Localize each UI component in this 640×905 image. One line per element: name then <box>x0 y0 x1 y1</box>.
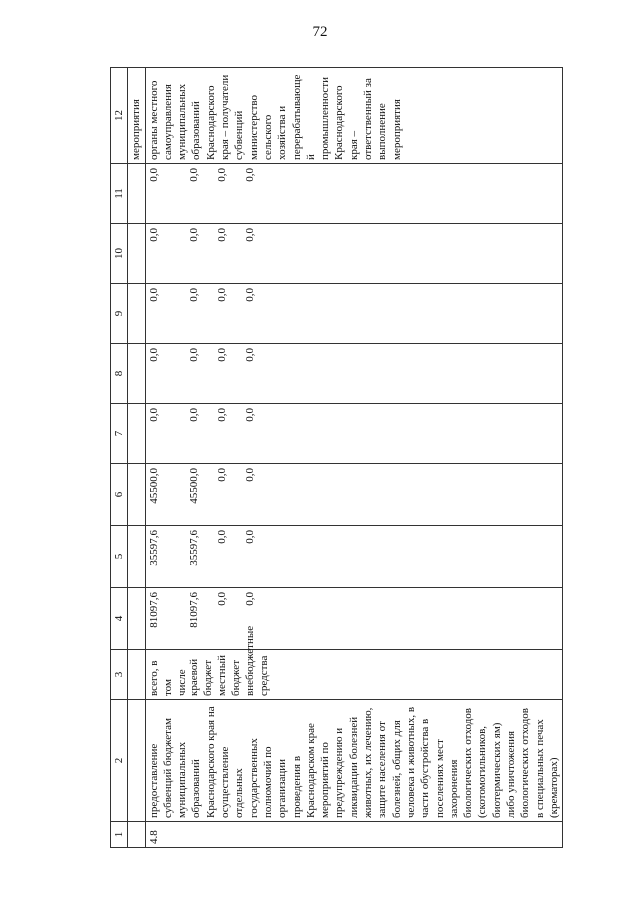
value-cell: 45500,0 <box>187 468 200 504</box>
row-number: 4.8 <box>145 822 563 848</box>
value-cell: 0,0 <box>215 468 228 482</box>
value-cell: 0,0 <box>215 348 228 362</box>
col4-values <box>145 588 563 650</box>
value-cell: 0,0 <box>187 348 200 362</box>
value-cell: 0,0 <box>215 168 228 182</box>
rotated-table-container <box>110 68 560 848</box>
budget-table <box>110 67 563 848</box>
source-regional: краевой бюджет <box>187 658 214 696</box>
col10-values <box>145 224 563 284</box>
value-cell: 0,0 <box>243 288 256 302</box>
header-cell: 6 <box>111 464 128 526</box>
header-cell: 7 <box>111 404 128 464</box>
value-cell: 0,0 <box>243 530 256 544</box>
header-cell: 1 <box>111 822 128 848</box>
col7-values <box>145 404 563 464</box>
header-cell: 2 <box>111 700 128 822</box>
value-cell: 0,0 <box>147 288 160 302</box>
value-cell: 35597,6 <box>147 530 160 566</box>
prev-row-tail <box>128 68 145 848</box>
header-cell: 12 <box>111 68 128 164</box>
value-cell: 0,0 <box>243 168 256 182</box>
value-cell: 45500,0 <box>147 468 160 504</box>
header-cell: 3 <box>111 650 128 700</box>
value-cell: 35597,6 <box>187 530 200 566</box>
value-cell: 81097,6 <box>187 592 200 628</box>
col11-values <box>145 164 563 224</box>
col6-values <box>145 464 563 526</box>
value-cell: 0,0 <box>147 168 160 182</box>
measure-description: предоставление субвенций бюджетам муниципальных образований Краснодарского края на осуществление отдельных государственных полномочий по организации проведения в Краснодарском крае мероприятий по предупреждению и ликвидации болезней животных, их лечению, защите населения от болезней, общих для человека и животных, в части обустройства в поселениях мест захоронения биологических отходов (скотомогильников, биотермических ям) либо уничтожения биологических отходов в специальных печах (крематорах) <box>145 700 563 822</box>
table-row <box>145 68 563 848</box>
value-cell: 0,0 <box>215 592 228 606</box>
value-cell: 0,0 <box>243 348 256 362</box>
source-total: всего, в том числе <box>147 660 189 696</box>
prev-row-tail-text: мероприятия <box>128 68 145 164</box>
value-cell: 0,0 <box>243 468 256 482</box>
value-cell: 0,0 <box>215 408 228 422</box>
value-cell: 0,0 <box>243 592 256 606</box>
value-cell: 0,0 <box>215 228 228 242</box>
value-cell: 0,0 <box>187 408 200 422</box>
value-cell: 0,0 <box>147 228 160 242</box>
header-cell: 9 <box>111 284 128 344</box>
col9-values <box>145 284 563 344</box>
source-extrabudget: внебюджетные средства <box>243 625 270 696</box>
header-cell: 11 <box>111 164 128 224</box>
source-local: местный бюджет <box>215 655 242 696</box>
header-cell: 4 <box>111 588 128 650</box>
value-cell: 0,0 <box>187 168 200 182</box>
funding-sources <box>145 625 563 700</box>
value-cell: 0,0 <box>187 228 200 242</box>
value-cell: 0,0 <box>187 288 200 302</box>
header-row <box>111 68 128 848</box>
value-cell: 0,0 <box>215 288 228 302</box>
value-cell: 0,0 <box>147 408 160 422</box>
header-cell: 5 <box>111 526 128 588</box>
col5-values <box>145 526 563 588</box>
page-number: 72 <box>312 24 328 40</box>
value-cell: 0,0 <box>243 228 256 242</box>
responsible-party: органы местного самоуправления муниципальных образований Краснодарского края – получатели субвенций министерство сельского хозяйства и перерабатывающей промышленности Краснодарского края – ответственный за выполнение мероприятия <box>145 68 563 164</box>
value-cell: 81097,6 <box>147 592 160 628</box>
value-cell: 0,0 <box>147 348 160 362</box>
value-cell: 0,0 <box>215 530 228 544</box>
header-cell: 8 <box>111 344 128 404</box>
col8-values <box>145 344 563 404</box>
value-cell: 0,0 <box>243 408 256 422</box>
header-cell: 10 <box>111 224 128 284</box>
